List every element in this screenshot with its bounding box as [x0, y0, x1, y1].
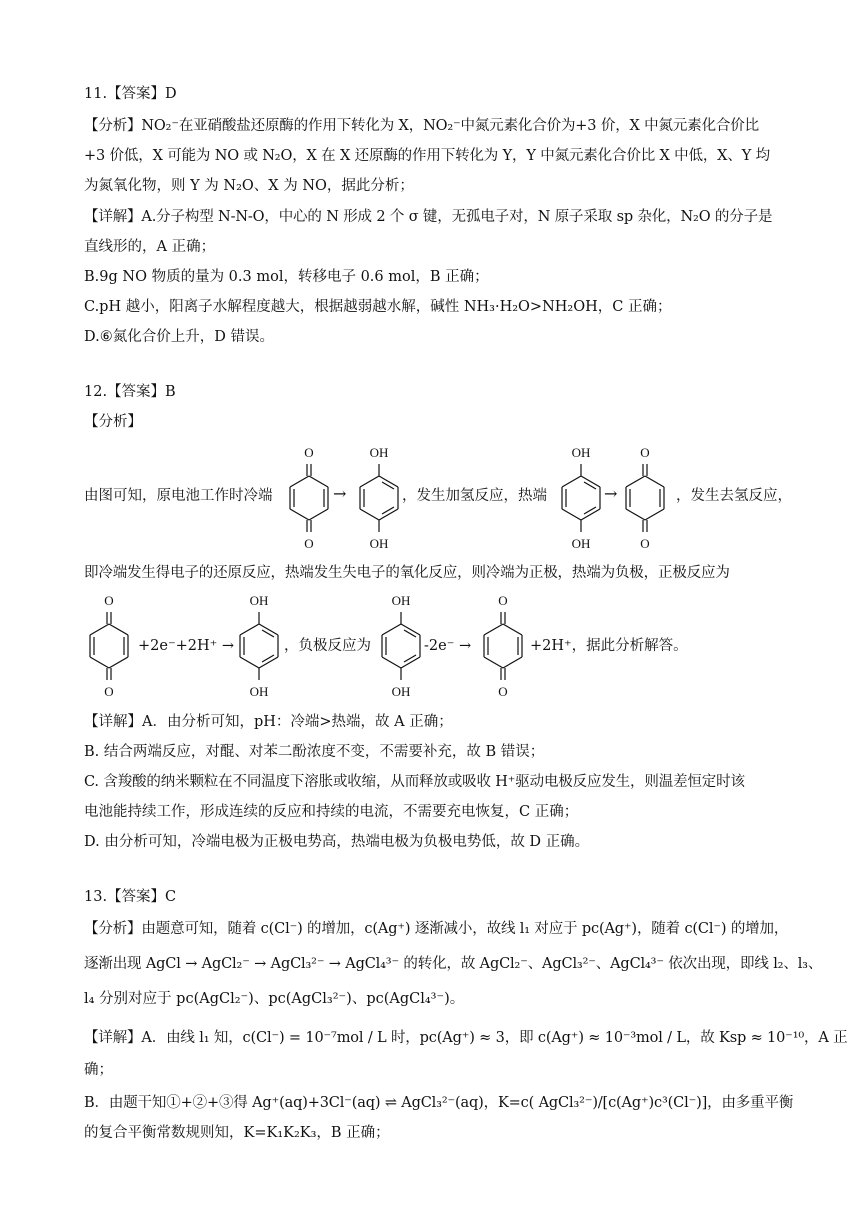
svg-text:O: O — [104, 684, 114, 699]
q11-option-b: B.9g NO 物质的量为 0.3 mol，转移电子 0.6 mol，B 正确； — [84, 269, 489, 285]
q12-negative-electrode-reagents: -2e⁻ → — [424, 638, 472, 654]
svg-text:O: O — [104, 593, 114, 608]
svg-text:O: O — [304, 536, 314, 551]
svg-text:OH: OH — [249, 593, 269, 608]
q12-scheme-text-2: ，发生加氢反应，热端 — [402, 488, 547, 504]
hydroquinone-structure-3 — [228, 592, 290, 700]
q11-option-c: C.pH 越小，阳离子水解程度越大，根据越弱越水解，碱性 NH₃·H₂O>NH₂OH，C 正确； — [84, 299, 672, 315]
q12-analysis-label: 【分析】 — [84, 414, 142, 430]
benzoquinone-structure-3 — [78, 592, 140, 700]
svg-text:O: O — [498, 593, 508, 608]
q12-analysis-line-2: 即冷端发生得电子的还原反应，热端发生失电子的氧化反应，则冷端为正极，热端为负极，正极反应为 — [84, 565, 730, 581]
svg-text:O: O — [640, 536, 650, 551]
q12-negative-electrode-text: ，负极反应为 — [284, 638, 371, 654]
q13-analysis-line-3: l₄ 分别对应于 pc(AgCl₂⁻)、pc(AgCl₃²⁻)、pc(AgCl₄³⁻)。 — [84, 991, 465, 1007]
q13-analysis-line-1: 【分析】由题意可知，随着 c(Cl⁻) 的增加，c(Ag⁺) 逐渐减小，故线 l₁ 对应于 pc(Ag⁺)，随着 c(Cl⁻) 的增加， — [84, 921, 789, 937]
svg-text:OH: OH — [571, 536, 591, 551]
svg-text:O: O — [304, 445, 314, 460]
benzoquinone-structure-4 — [472, 592, 534, 700]
q12-option-a: 【详解】A．由分析可知，pH：冷端>热端，故 A 正确； — [84, 714, 453, 730]
q12-option-b: B. 结合两端反应，对醌、对苯二酚浓度不变，不需要补充，故 B 错误； — [84, 744, 545, 760]
q13-header: 13.【答案】C — [84, 889, 177, 905]
svg-text:O: O — [498, 684, 508, 699]
hydroquinone-structure-1 — [348, 444, 410, 552]
q12-option-c-line-1: C. 含羧酸的纳米颗粒在不同温度下溶胀或收缩，从而释放或吸收 H⁺驱动电极反应发生，则温差恒定时该 — [84, 774, 745, 790]
benzoquinone-structure-1 — [278, 444, 340, 552]
q13-option-b-line-2: 的复合平衡常数规则知，K=K₁K₂K₃，B 正确； — [84, 1125, 390, 1141]
q13-option-b-line-1: B．由题干知①+②+③得 Ag⁺(aq)+3Cl⁻(aq) ⇌ AgCl₃²⁻(aq)，K=c( AgCl₃²⁻)/[c(Ag⁺)c³(Cl⁻)]，由多重平衡 — [84, 1095, 794, 1111]
svg-text:OH: OH — [391, 684, 411, 699]
q12-negative-electrode-products: +2H⁺，据此分析解答。 — [530, 638, 688, 654]
reaction-arrow: → — [333, 484, 347, 503]
q13-analysis-line-2: 逐渐出现 AgCl → AgCl₂⁻ → AgCl₃²⁻ → AgCl₄³⁻ 的转化，故 AgCl₂⁻、AgCl₃²⁻、AgCl₄³⁻ 依次出现，即线 l₂、l₃、 — [84, 956, 823, 972]
q11-analysis-line-2: +3 价低，X 可能为 NO 或 N₂O，X 在 X 还原酶的作用下转化为 Y，Y 中氮元素化合价比 X 中低，X、Y 均 — [84, 148, 770, 164]
q11-detail-line-2: 直线形的，A 正确； — [84, 239, 216, 255]
q13-detail-line-2: 确； — [84, 1062, 113, 1078]
svg-text:OH: OH — [571, 445, 591, 460]
q11-header: 11.【答案】D — [84, 86, 177, 102]
q11-option-d: D.⑥氮化合价上升，D 错误。 — [84, 329, 274, 345]
q13-detail-line-1: 【详解】A．由线 l₁ 知，c(Cl⁻) = 10⁻⁷mol / L 时，pc(Ag⁺) ≈ 3，即 c(Ag⁺) ≈ 10⁻³mol / L，故 Ksp ≈ 10⁻¹⁰，A 正 — [84, 1030, 848, 1046]
svg-text:OH: OH — [369, 536, 389, 551]
benzoquinone-structure-2 — [614, 444, 676, 552]
q12-header: 12.【答案】B — [84, 384, 176, 400]
svg-text:O: O — [640, 445, 650, 460]
q11-analysis-line-1: 【分析】NO₂⁻在亚硝酸盐还原酶的作用下转化为 X，NO₂⁻中氮元素化合价为+3 价，X 中氮元素化合价比 — [84, 118, 759, 134]
q11-analysis-line-3: 为氮氧化物，则 Y 为 N₂O、X 为 NO，据此分析； — [84, 178, 414, 194]
q11-detail-line-1: 【详解】A.分子构型 N-N-O，中心的 N 形成 2 个 σ 键，无孤电子对，N 原子采取 sp 杂化，N₂O 的分子是 — [84, 209, 773, 225]
svg-text:OH: OH — [249, 684, 269, 699]
q12-option-c-line-2: 电池能持续工作，形成连续的反应和持续的电流，不需要充电恢复，C 正确； — [84, 804, 579, 820]
hydroquinone-structure-2 — [550, 444, 612, 552]
q12-scheme-text-1: 由图可知，原电池工作时冷端 — [84, 488, 273, 504]
svg-text:OH: OH — [369, 445, 389, 460]
q12-option-d: D. 由分析可知，冷端电极为正极电势高，热端电极为负极电势低，故 D 正确。 — [84, 834, 590, 850]
svg-text:OH: OH — [391, 593, 411, 608]
q12-positive-electrode-reagents: +2e⁻+2H⁺ → — [138, 638, 235, 654]
q12-scheme-text-3: ，发生去氢反应， — [676, 488, 792, 504]
reaction-arrow: → — [604, 484, 618, 503]
hydroquinone-structure-4 — [370, 592, 432, 700]
